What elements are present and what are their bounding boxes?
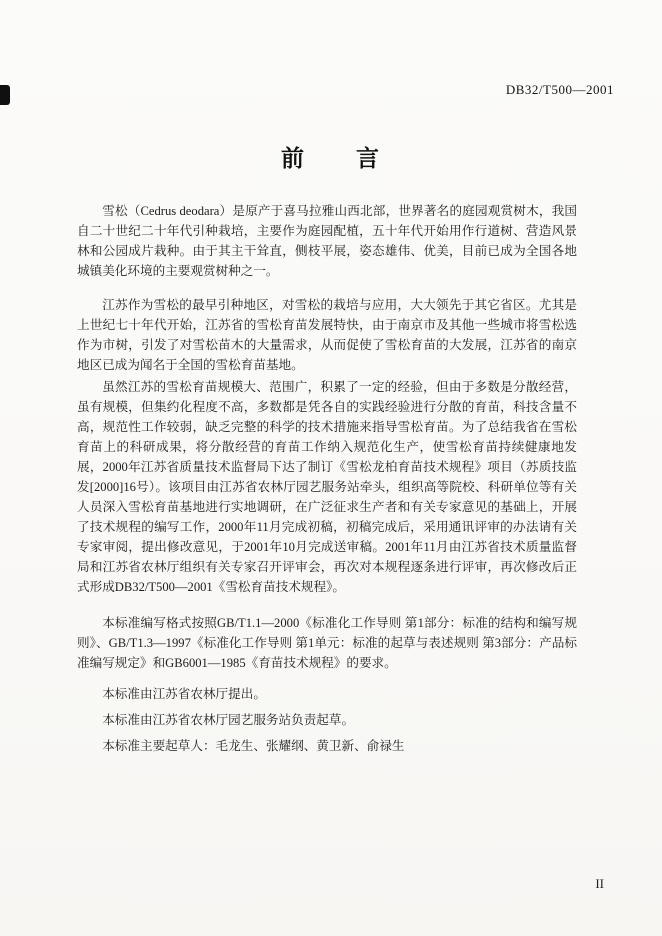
foreword-body	[77, 201, 577, 756]
paragraph: 本标准由江苏省农林厅园艺服务站负责起草。	[102, 713, 355, 727]
paragraph: 本标准编写格式按照GB/T1.1—2000《标准化工作导则 第1部分：标准的结构和编写规则》、GB/T1.3—1997《标准化工作导则 第1单元：标准的起草与表述规则 第3部分：产品标准编写规定》和GB6001—1985《育苗技术规程》的要求。	[77, 616, 577, 670]
paragraph: 虽然江苏的雪松育苗规模大、范围广，积累了一定的经验，但由于多数是分散经营，虽有规模，但集约化程度不高，多数都是凭各自的实践经验进行分散的育苗，科技含量不高，规范性工作较弱，缺乏完整的科学的技术措施来指导雪松育苗。为了总结我省在雪松育苗上的科研成果，将分散经营的育苗工作纳入规范化生产，使雪松育苗持续健康地发展，2000年江苏省质量技术监督局下达了制订《雪松龙柏育苗技术规程》项目（苏质技监发[2000]16号）。该项目由江苏省农林厅园艺服务站牵头，组织高等院校、科研单位等有关人员深入雪松育苗基地进行实地调研，在广泛征求生产者和有关专家意见的基础上，开展了技术规程的编写工作，2000年11月完成初稿，初稿完成后，采用通讯评审的办法请有关专家审阅，提出修改意见，于2001年10月完成送审稿。2001年11月由江苏省技术质量监督局和江苏省农林厅组织有关专家召开评审会，再次对本规程逐条进行评审，再次修改后正式形成DB32/T500—2001《雪松育苗技术规程》。	[77, 380, 577, 594]
paragraph: 本标准主要起草人：毛龙生、张耀纲、黄卫新、俞禄生	[102, 739, 405, 753]
page-number: II	[595, 876, 604, 891]
page-title: 前 言	[281, 146, 381, 171]
doc-number: DB32/T500—2001	[505, 82, 614, 97]
paragraph: 本标准由江苏省农林厅提出。	[102, 687, 266, 701]
paragraph: 江苏作为雪松的最早引种地区，对雪松的栽培与应用，大大领先于其它省区。尤其是上世纪七十年代开始，江苏省的雪松育苗发展特快，由于南京市及其他一些城市将雪松选作为市树，引发了对雪松苗木的大量需求，从而促使了雪松育苗的大发展，江苏省的南京地区已成为闻名于全国的雪松育苗基地。	[77, 298, 577, 372]
scan-artifact	[0, 85, 10, 105]
paragraph: 雪松（Cedrus deodara）是原产于喜马拉雅山西北部，世界著名的庭园观赏树木，我国自二十世纪二十年代引种栽培，主要作为庭园配植，五十年代开始用作行道树、营造风景林和公园成片栽种。由于其主干耸直，侧枝平展，姿态雄伟、优美，目前已成为全国各地城镇美化环境的主要观赏树种之一。	[77, 204, 577, 278]
